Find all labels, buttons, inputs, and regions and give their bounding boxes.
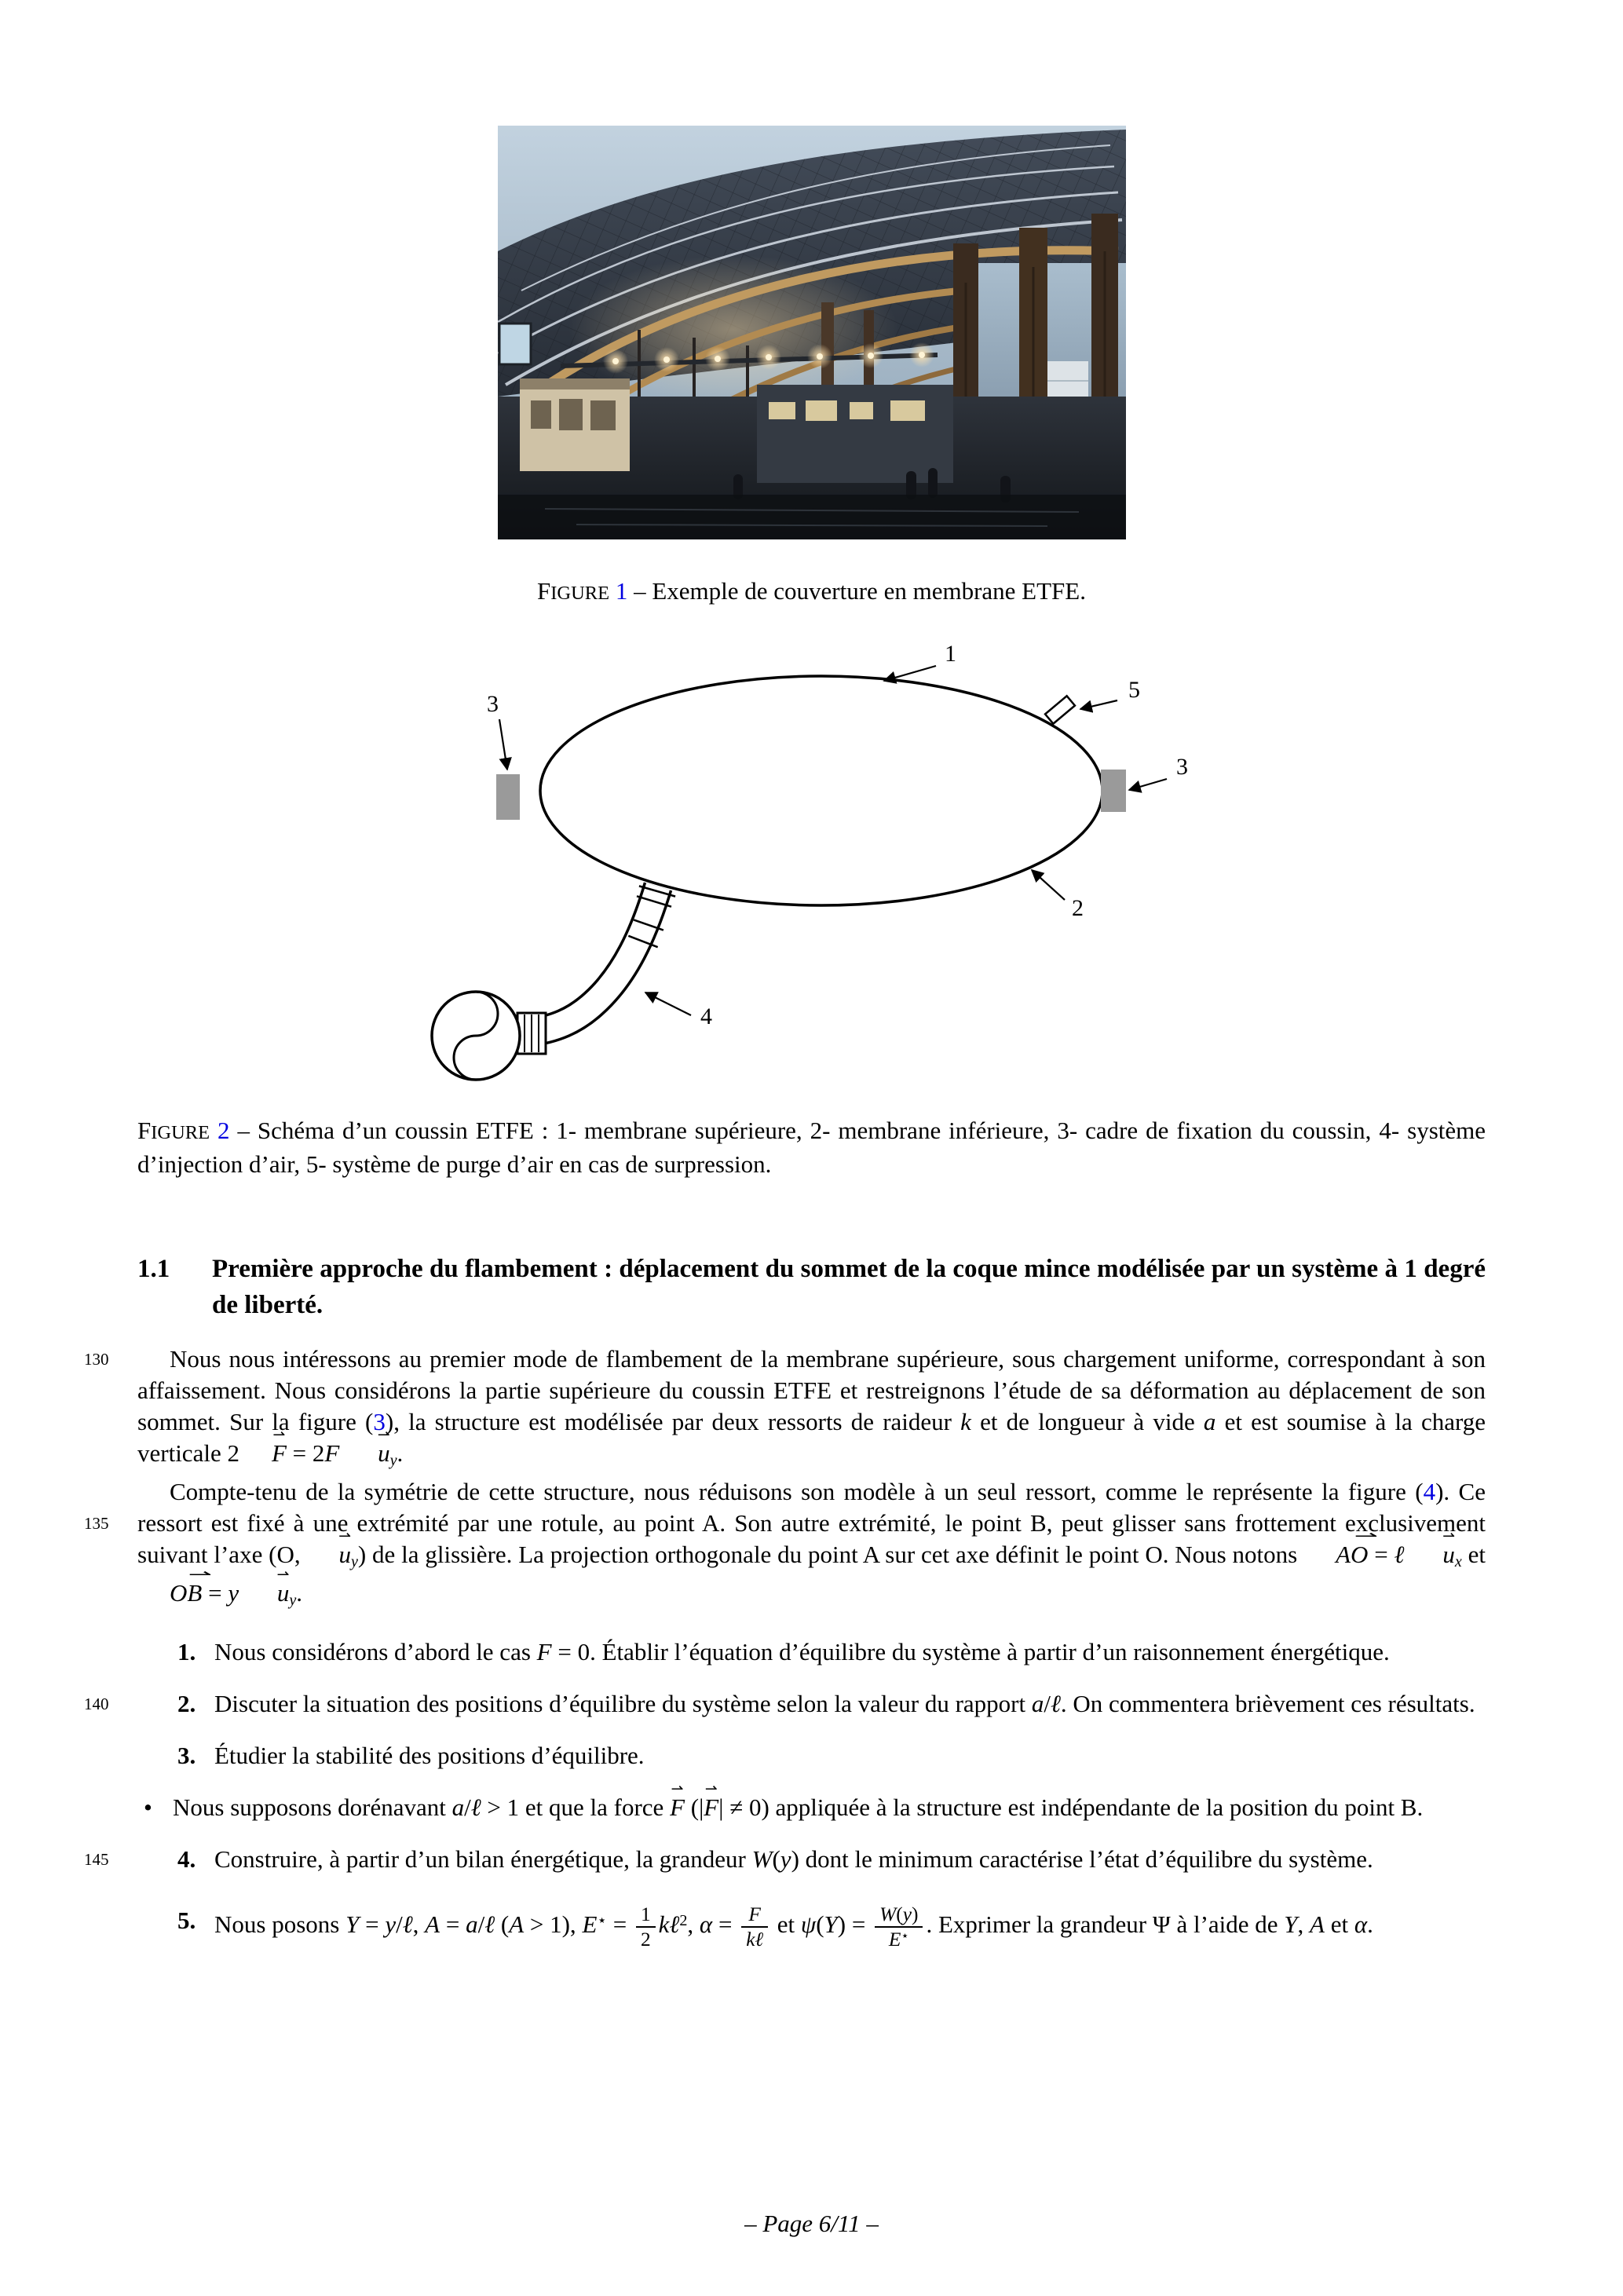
line-number-130: 130 [84, 1350, 109, 1369]
figure2-diagram [408, 631, 1201, 1095]
question-4 [84, 1844, 1486, 1875]
label-2-membrane-inferieure: 2 [1072, 895, 1084, 921]
page-footer: – Page 6/11 – [744, 2210, 879, 2237]
body-text [84, 1344, 1486, 1951]
question-5-text: Nous posons Y = y/ℓ, A = a/ℓ (A > 1), E⋆ = $\frac{1}{2}$ kℓ$^2$, α = $\frac{F}{\text{kℓ}}$ et ψ(Y) = $\frac{W(y)}{E^⋆}$ . Exprimer la grandeur Ψ à l’aide de Y, A et α. [214, 1903, 1373, 1951]
label-3-right: 3 [1176, 754, 1188, 780]
link-figure-3[interactable]: 3 [373, 1408, 386, 1435]
line-number-140: 140 [84, 1695, 109, 1714]
paragraph-1 [84, 1344, 1486, 1476]
line-number-135: 135 [84, 1514, 109, 1534]
question-1 [137, 1636, 1486, 1668]
section-heading [137, 1251, 1486, 1323]
question-4-text: Construire, à partir d’un bilan énergétique, la grandeur W(y) dont le minimum caractérise l’état d’équilibre du système. [214, 1845, 1373, 1874]
figure1-caption: FIGURE 1 – Exemple de couverture en membrane ETFE. [537, 577, 1086, 605]
bullet-marker: • [144, 1793, 152, 1822]
section-number: 1.1 [137, 1255, 170, 1283]
label-5-purge: 5 [1128, 677, 1140, 703]
assumption-note [137, 1792, 1486, 1823]
link-figure-4[interactable]: 4 [1423, 1478, 1436, 1506]
question-2-number: 2. [177, 1690, 196, 1718]
air-injection-system [432, 886, 675, 1080]
section-title: Première approche du flambement : déplacement du sommet de la coque mince modélisée par un système à 1 degré de liberté. [212, 1255, 1486, 1319]
question-4-number: 4. [177, 1845, 196, 1874]
assumption-note-text: Nous supposons dorénavant a/ℓ > 1 et que la force F ⇀ (|F ⇀| ≠ 0) appliquée à la structure est indépendante de la position du point B. [173, 1793, 1423, 1821]
line-number-145: 145 [84, 1850, 109, 1870]
label-3-left: 3 [487, 691, 499, 717]
label-4-injection: 4 [700, 1004, 712, 1029]
frame-right [1101, 770, 1126, 812]
question-5-number: 5. [177, 1907, 196, 1935]
label-1-membrane-superieure: 1 [945, 641, 956, 667]
frame-left [496, 774, 520, 820]
link-figure-1[interactable]: 1 [615, 577, 628, 605]
link-figure-2[interactable]: 2 [217, 1117, 230, 1144]
paragraph-2-text: Compte-tenu de la symétrie de cette structure, nous réduisons son modèle à un seul ressort, comme le représente la figure (4). Ce ressort est fixé à une extrémité par une rotule, au point A. Son autre extrémité, le point B, peut glisser sans frottement exclusivement suivant l’axe (O, u $⇀_y$) de la glissière. La projection orthogonale du point A sur cet axe définit le point O. Nous notons AO ⇀ = ℓ u $⇀_x$ et OB ⇀ = y u $⇀_y$. [137, 1478, 1486, 1607]
question-3 [137, 1740, 1486, 1771]
figure1-photo [498, 126, 1126, 539]
question-3-text: Étudier la stabilité des positions d’équilibre. [214, 1742, 645, 1770]
purge-valve [1045, 696, 1075, 723]
question-3-number: 3. [177, 1742, 196, 1770]
cushion-membrane [540, 676, 1102, 905]
question-5 [137, 1899, 1486, 1951]
question-1-number: 1. [177, 1638, 196, 1666]
question-2 [84, 1688, 1486, 1720]
question-2-text: Discuter la situation des positions d’équilibre du système selon la valeur du rapport a/ℓ. On commentera brièvement ces résultats. [214, 1690, 1475, 1718]
paragraph-1-text: Nous nous intéressons au premier mode de flambement de la membrane supérieure, sous chargement uniforme, correspondant à son affaissement. Nous considérons la partie supérieure du coussin ETFE et restreignons l’étude de sa déformation au déplacement de son sommet. Sur la figure (3), la structure est modélisée par deux ressorts de raideur k et de longueur à vide a et est soumise à la charge verticale 2 F ⇀ = 2F u $⇀_y$. [137, 1345, 1486, 1467]
question-1-text: Nous considérons d’abord le cas F = 0. Établir l’équation d’équilibre du système à partir d’un raisonnement énergétique. [214, 1638, 1390, 1666]
figure2-schematic [408, 631, 1201, 1095]
paragraph-2 [84, 1476, 1486, 1616]
figure2-caption: FIGURE 2 – Schéma d’un coussin ETFE : 1- membrane supérieure, 2- membrane inférieure, 3- cadre de fixation du coussin, 4- système d’injection d’air, 5- système de purge d’air en cas de surpression. [137, 1117, 1486, 1178]
